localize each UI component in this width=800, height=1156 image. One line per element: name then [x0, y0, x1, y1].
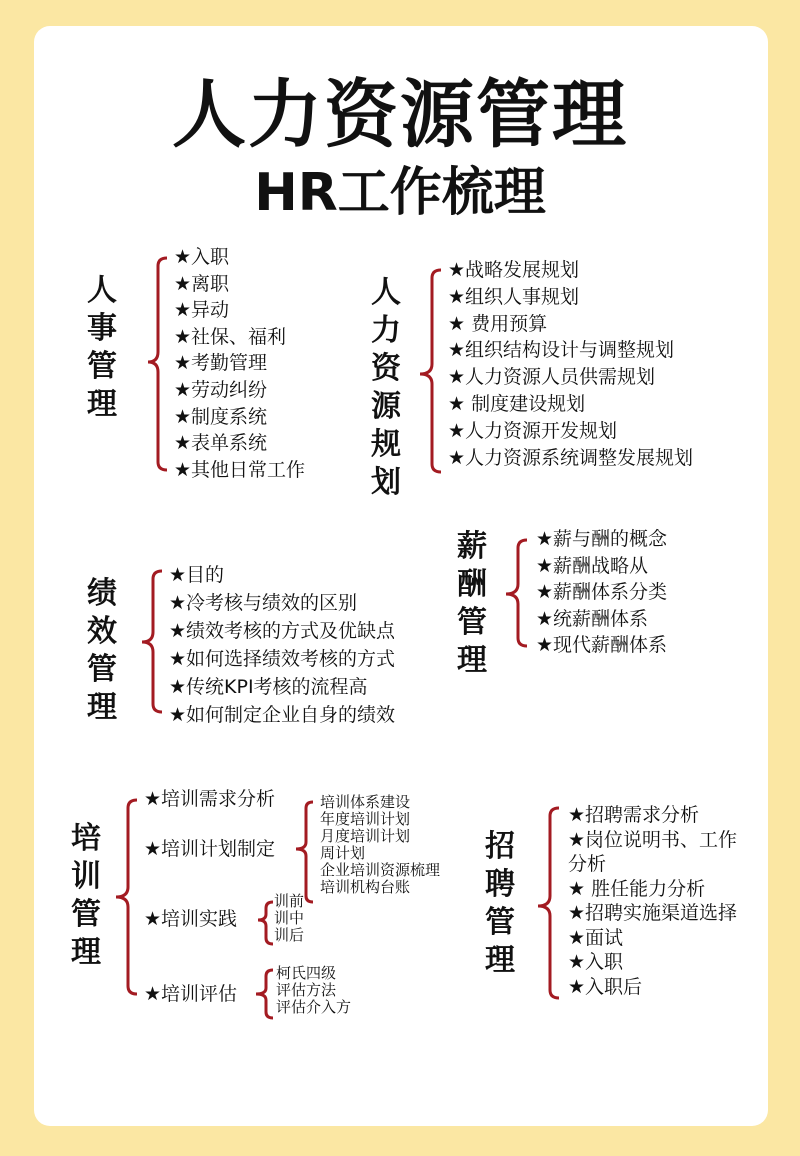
training-subitem: 评估介入方 — [276, 998, 352, 1016]
personnel-item: ★其他日常工作 — [174, 458, 306, 481]
training-subitem: 企业培训资源梳理 — [320, 861, 441, 879]
training-subitem: 周计划 — [320, 844, 366, 862]
training-subitems — [320, 794, 440, 896]
performance-item: ★目的 — [169, 564, 225, 586]
performance-item: ★绩效考核的方式及优缺点 — [169, 620, 396, 642]
section-label-salary: 薪酬管理 — [457, 529, 487, 678]
section-label-training: 培训管理 — [71, 821, 101, 970]
salary-item: ★现代薪酬体系 — [536, 634, 668, 657]
section-label-performance: 绩效管理 — [87, 576, 117, 725]
planning-item: ★战略发展规划 — [448, 259, 580, 281]
section-label-planning: 人力资源规划 — [371, 275, 401, 500]
training-subitem: 培训机构台账 — [320, 878, 411, 896]
bracket-training-plan — [296, 802, 313, 902]
training-subitem: 年度培训计划 — [320, 810, 411, 828]
planning-item: ★人力资源人员供需规划 — [448, 366, 656, 389]
training-subitem: 训后 — [274, 926, 305, 944]
personnel-item: ★离职 — [174, 272, 230, 295]
bracket-training — [116, 800, 137, 994]
salary-item: ★统薪酬体系 — [536, 607, 649, 630]
salary-item: ★薪酬体系分类 — [536, 581, 668, 604]
training-item: ★培训评估 — [144, 983, 238, 1005]
training-item: ★培训实践 — [144, 908, 238, 930]
page-subtitle: HR工作梳理 — [254, 163, 546, 223]
bracket-performance — [142, 571, 162, 712]
personnel-item: ★入职 — [174, 246, 230, 268]
training-subitems — [274, 893, 304, 944]
training-item: ★培训计划制定 — [144, 838, 276, 860]
training-item: ★培训需求分析 — [144, 788, 276, 810]
planning-item: ★ 制度建设规划 — [448, 393, 586, 415]
personnel-item: ★考勤管理 — [174, 352, 268, 375]
recruit-item: ★岗位说明书、工作 — [568, 828, 738, 851]
salary-item: ★薪与酬的概念 — [536, 528, 668, 550]
section-label-recruit: 招聘管理 — [485, 829, 515, 978]
personnel-item: ★异动 — [174, 299, 230, 322]
salary-item: ★薪酬战略从 — [536, 554, 649, 577]
recruit-item: ★面试 — [568, 926, 624, 949]
recruit-item: ★招聘需求分析 — [568, 804, 700, 826]
performance-item: ★如何制定企业自身的绩效 — [169, 704, 396, 726]
performance-item: ★传统KPI考核的流程高 — [169, 676, 368, 698]
section-label-personnel: 人事管理 — [87, 273, 117, 422]
performance-item: ★如何选择绩效考核的方式 — [169, 648, 396, 670]
planning-item: ★组织结构设计与调整规划 — [448, 339, 675, 362]
recruit-item: ★入职 — [568, 951, 624, 973]
bracket-recruit — [538, 808, 559, 998]
training-subitems — [276, 965, 351, 1016]
personnel-item: ★表单系统 — [174, 432, 268, 455]
bracket-planning — [420, 270, 441, 472]
page-title: 人力资源管理 — [172, 72, 628, 158]
personnel-item: ★社保、福利 — [174, 325, 287, 348]
recruit-item: 分析 — [568, 853, 607, 875]
personnel-item: ★制度系统 — [174, 405, 268, 428]
recruit-item: ★ 胜任能力分析 — [568, 877, 706, 900]
personnel-item: ★劳动纠纷 — [174, 379, 268, 401]
bracket-personnel — [148, 258, 167, 470]
recruit-item: ★招聘实施渠道选择 — [568, 902, 738, 924]
bracket-salary — [506, 540, 527, 646]
training-subitem: 柯氏四级 — [276, 964, 337, 982]
training-subitem: 培训体系建设 — [320, 793, 411, 811]
planning-item: ★人力资源开发规划 — [448, 419, 618, 442]
training-subitem: 训中 — [274, 909, 305, 927]
training-subitem: 训前 — [274, 892, 305, 910]
recruit-item: ★入职后 — [568, 975, 643, 998]
bracket-training-eval — [256, 970, 273, 1018]
planning-item: ★ 费用预算 — [448, 312, 548, 335]
bracket-training-practice — [258, 902, 273, 944]
training-subitem: 月度培训计划 — [320, 827, 411, 845]
training-subitem: 评估方法 — [276, 981, 337, 999]
planning-item: ★人力资源系统调整发展规划 — [448, 446, 694, 469]
performance-item: ★冷考核与绩效的区别 — [169, 592, 358, 614]
planning-item: ★组织人事规划 — [448, 285, 580, 308]
